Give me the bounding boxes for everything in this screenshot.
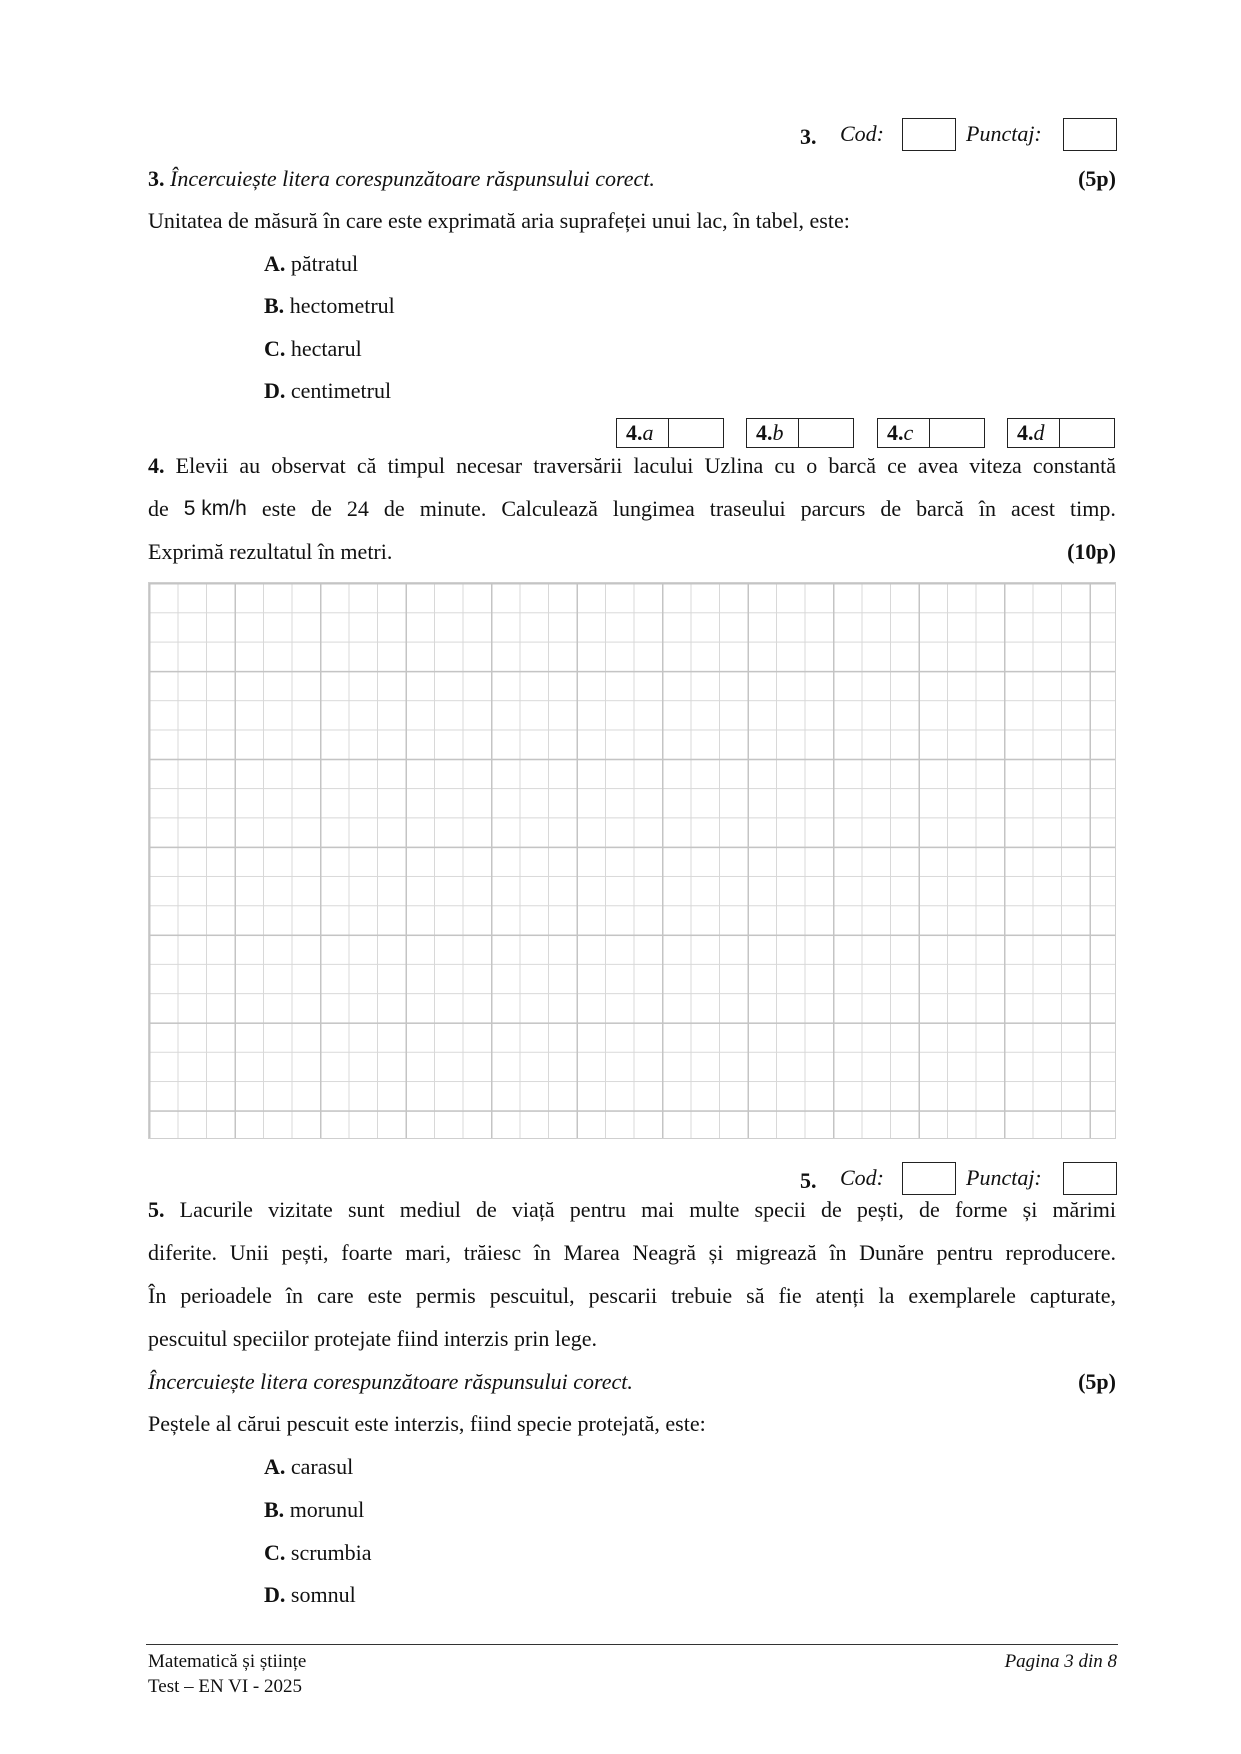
q5-instruction: Încercuiește litera corespunzătoare răspunsului corect. [148,1369,633,1394]
q5-points: (5p) [1078,1369,1116,1394]
q5-line4: pescuitul speciilor protejate fiind interzis prin lege. [148,1326,598,1351]
q4-line3 [148,539,1116,565]
q5-punctaj-box[interactable] [1063,1162,1117,1195]
q5-option-d[interactable]: D. somnul [264,1582,356,1607]
q5-score-header [0,1162,1241,1196]
q5-line3: În perioadele în care este permis pescuitul, pescarii trebuie să fie atenți la exemplarele capturate, [148,1283,1116,1308]
q3-option-c[interactable]: C. hectarul [264,336,362,361]
q3-cod-label: Cod: [840,121,884,146]
answer-grid[interactable] [148,582,1116,1139]
q4-line1 [148,453,1116,479]
q5-option-c[interactable]: C. scrumbia [264,1540,372,1565]
q4b-score-box[interactable]: 4.b [746,418,854,448]
q3-option-d[interactable]: D. centimetrul [264,378,392,403]
q3-option-b[interactable]: B. hectometrul [264,293,395,318]
q3-cod-box[interactable] [902,118,956,151]
q4-points: (10p) [1067,539,1116,564]
q4c-score-box[interactable]: 4.c [877,418,985,448]
q5-number: 5. [148,1197,165,1222]
q5-instruction-line [148,1369,1116,1395]
q4d-score-box[interactable]: 4.d [1007,418,1115,448]
q5-line2: diferite. Unii pești, foarte mari, trăiesc în Marea Neagră și migrează în Dunăre pentru reproducere. [148,1240,1116,1265]
q5-punctaj-label: Punctaj: [966,1165,1042,1190]
q4-number: 4. [148,453,165,478]
footer-divider [146,1644,1118,1645]
q5-cod-box[interactable] [902,1162,956,1195]
q4a-score-box[interactable]: 4.a [616,418,724,448]
q3-instruction: Încercuiește litera corespunzătoare răspunsului corect. [170,166,655,191]
q3-points: (5p) [1078,166,1116,191]
q3-punctaj-box[interactable] [1063,118,1117,151]
q4-line2: de 5 km/h este de 24 de minute. Calculează lungimea traseului parcurs de barcă în acest timp. [148,496,1116,521]
q5-cod-label: Cod: [840,1165,884,1190]
footer-test: Test – EN VI - 2025 [148,1676,302,1697]
q3-punctaj-label: Punctaj: [966,121,1042,146]
q4-text-line1: Elevii au observat că timpul necesar traversării lacului Uzlina cu o barcă ce avea viteza constantă [175,453,1116,478]
q5-option-b[interactable]: B. morunul [264,1497,365,1522]
footer-page: Pagina 3 din 8 [1004,1651,1117,1672]
q3-instruction-line [148,166,1116,192]
q5-header-number: 5. [800,1168,817,1193]
q5-option-a[interactable]: A. carasul [264,1454,354,1479]
q5-question: Peștele al cărui pescuit este interzis, fiind specie protejată, este: [148,1411,706,1436]
footer-subject: Matematică și științe [148,1651,307,1672]
q5-line1: 5. Lacurile vizitate sunt mediul de viață pentru mai multe specii de pești, de forme și mărimi [148,1197,1116,1222]
q3-score-header [0,118,1241,152]
q3-question: Unitatea de măsură în care este exprimată aria suprafeței unui lac, în tabel, este: [148,208,850,233]
q3-header-number: 3. [800,124,817,149]
q3-number: 3. [148,166,165,191]
q4-text-line3: Exprimă rezultatul în metri. [148,539,393,564]
q3-option-a[interactable]: A. pătratul [264,251,359,276]
q4-score-boxes [0,418,1241,450]
